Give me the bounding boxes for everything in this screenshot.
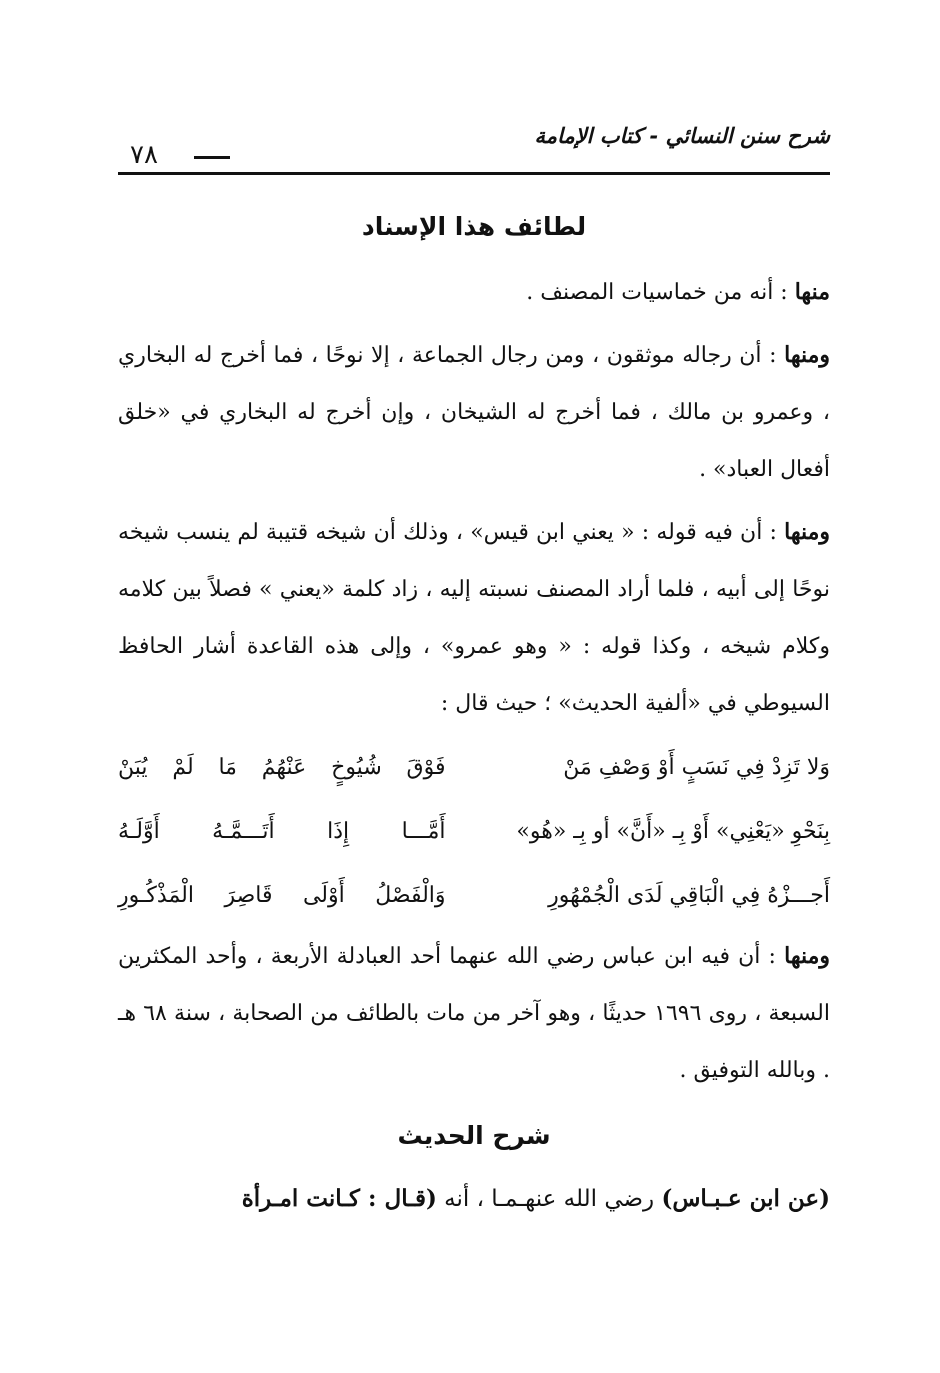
- paragraph-2: [118, 327, 830, 498]
- hadith-explanation-start: [118, 1169, 830, 1229]
- poem-verse: [118, 800, 830, 864]
- paragraph-3: [118, 504, 830, 732]
- spacer: [118, 1099, 830, 1109]
- page-number: ٧٨: [130, 140, 158, 170]
- poem-verse: [118, 864, 830, 928]
- verse-second-hemistich: وَالْفَصْلُ أَوْلَى قَاصِرَ الْمَذْكُـورِ: [118, 883, 446, 908]
- paragraph-1: [118, 264, 830, 321]
- section-heading-hadith-explanation: شرح الحديث: [397, 1121, 551, 1150]
- section-heading-chain-subtleties: لطائف هذا الإسناد: [361, 212, 587, 241]
- paragraph-text: : أنه من خماسيات المصنف .: [526, 280, 788, 305]
- running-header: [118, 118, 830, 172]
- verse-first-hemistich: بِنَحْوِ «يَعْنِي» أَوْ بِـ «أَنَّ» أو بِـ «هُو»: [516, 819, 830, 844]
- verse-second-hemistich: فَوْقَ شُيُوخٍ عَنْهُمُ مَا لَمْ يُبَنْ: [118, 755, 446, 780]
- poem-verse: [118, 736, 830, 800]
- paragraph-text: : أن فيه ابن عباس رضي الله عنهما أحد العبادلة الأربعة ، وأحد المكثرين السبعة ، روى ١٦٩٦ حديثًا ، وهو آخر من مات بالطائف من الصحابة ، سنة ٦٨ هـ . وبالله التوفيق .: [118, 944, 830, 1083]
- book-page: [118, 0, 830, 1373]
- header-rule: [118, 172, 830, 175]
- paragraph-text: : أن رجاله موثقون ، ومن رجال الجماعة ، إلا نوحًا ، فما أخرج له البخاري ، وعمرو بن مالك ، فما أخرج له الشيخان ، وإن أخرج له البخاري في «خلق أفعال العباد» .: [118, 343, 830, 482]
- paragraph-lead: ومنها: [784, 342, 830, 368]
- paragraph-4: [118, 928, 830, 1099]
- page-number-dash: [194, 156, 230, 159]
- quoted-hadith-text: (قـال : كـانت امـرأة: [241, 1185, 437, 1212]
- paragraph-text: : أن فيه قوله : « يعني ابن قيس» ، وذلك أن شيخه قتيبة لم ينسب شيخه نوحًا إلى أبيه ، فلما أراد المصنف نسبته إليه ، زاد كلمة «يعني » فصلاً بين كلامه وكلام شيخه ، وكذا قوله : « وهو عمرو» ، وإلى هذه القاعدة أشار الحافظ السيوطي في «ألفية الحديث» ؛ حيث قال :: [118, 520, 830, 716]
- verse-second-hemistich: أَمَّـــا إِذَا أَتَـــمَّـهُ أَوَّلَـهُ: [118, 819, 446, 844]
- verse-first-hemistich: أَجـــزْهُ فِي الْبَاقِي لَدَى الْجُمْهُورِ: [548, 883, 830, 908]
- spacer: [118, 254, 830, 264]
- quoted-narrator: (عن ابن عـبـاس): [661, 1185, 830, 1212]
- running-header-title: شرح سنن النسائي - كتاب الإمامة: [534, 124, 830, 148]
- poem-block: [118, 736, 830, 928]
- explanation-text: رضي الله عنهـمـا ، أنه: [444, 1186, 655, 1212]
- verse-first-hemistich: وَلا تَزِدْ فِي نَسَبٍ أَوْ وَصْفِ مَنْ: [563, 755, 830, 780]
- paragraph-lead: منها: [794, 279, 830, 305]
- paragraph-lead: ومنها: [784, 943, 830, 969]
- paragraph-lead: ومنها: [784, 519, 830, 545]
- page-content: [118, 200, 830, 1229]
